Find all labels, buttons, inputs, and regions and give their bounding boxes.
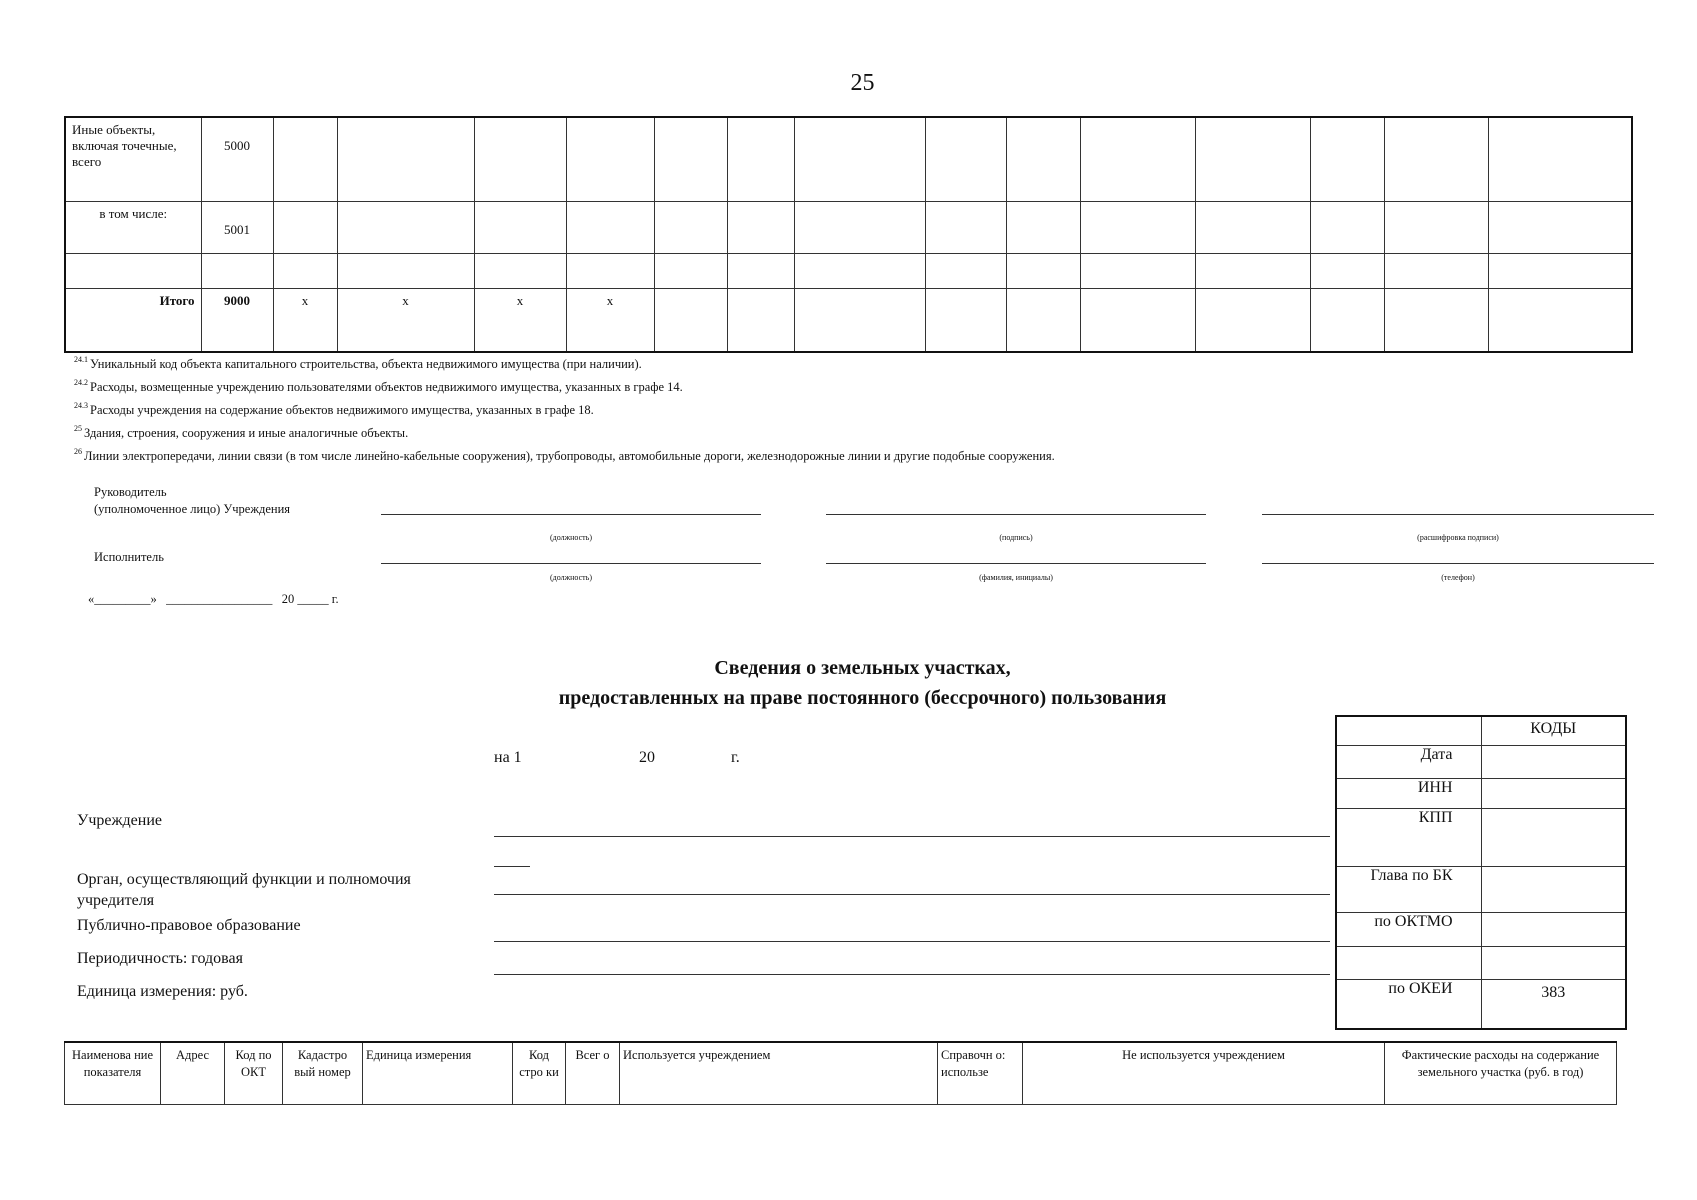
row-mark: x [273, 288, 337, 352]
date-g: г. [731, 749, 740, 766]
row-code: 9000 [201, 288, 273, 352]
code-label-empty [1336, 946, 1481, 979]
header-indicator-name: Наименова ние показателя [65, 1042, 161, 1104]
field-institution-label: Учреждение [77, 812, 162, 829]
field-periodicity-line [494, 974, 1330, 975]
row-code: 5001 [201, 201, 273, 253]
row-label: Итого [65, 288, 201, 352]
header-not-used: Не используется учреждением [1023, 1042, 1385, 1104]
short-line [494, 866, 530, 867]
footnote: $^{26}$ Линии электропередачи, линии связи (в том числе линейно-кабельные сооружения), трубопроводы, автомобильные дороги, железнодорожные линии и другие подобные сооружения. [74, 447, 1055, 463]
code-label-oktmo: по ОКТМО [1336, 912, 1481, 946]
header-total: Всег о [566, 1042, 620, 1104]
field-organ-label: Орган, осуществляющий функции и полномочия учредителя [77, 871, 411, 909]
code-label-kpp: КПП [1336, 808, 1481, 866]
caption-signature: (подпись) [999, 533, 1033, 542]
row-label: Иные объекты, включая точечные, всего [65, 117, 201, 201]
signature-line [826, 514, 1206, 515]
table-row [65, 117, 1632, 201]
code-value-inn [1481, 778, 1626, 808]
row-mark: x [337, 288, 474, 352]
row-mark: x [474, 288, 566, 352]
code-label-okei: по ОКЕИ [1336, 979, 1481, 1029]
signature-line [1262, 514, 1654, 515]
field-institution-line [494, 836, 1330, 837]
codes-table [1335, 715, 1627, 1030]
table-row [65, 288, 1632, 352]
field-public-entity-line [494, 941, 1330, 942]
header-actual-costs: Фактические расходы на содержание земельного участка (руб. в год) [1385, 1042, 1617, 1104]
field-unit: Единица измерения: руб. [77, 983, 248, 1000]
caption-name: (фамилия, инициалы) [979, 573, 1053, 582]
row-label [65, 253, 201, 288]
row-code: 5000 [201, 117, 273, 201]
caption-phone: (телефон) [1441, 573, 1475, 582]
section-title-2: предоставленных на праве постоянного (бессрочного) пользования [558, 687, 1167, 709]
date-year: 20 [639, 749, 655, 766]
code-value-okei: 383 [1481, 979, 1626, 1029]
header-used: Используется учреждением [620, 1042, 938, 1104]
field-periodicity: Периодичность: годовая [77, 950, 243, 967]
code-label-inn: ИНН [1336, 778, 1481, 808]
header-reference: Справочн о: использе [938, 1042, 1023, 1104]
code-value-date [1481, 745, 1626, 778]
objects-table [64, 116, 1633, 353]
footnote: $^{24.2}$ Расходы, возмещенные учреждению пользователями объектов недвижимого имущества, указанных в графе 14. [74, 378, 683, 394]
code-label-bk: Глава по БК [1336, 866, 1481, 912]
executor-line [1262, 563, 1654, 564]
table-row [65, 201, 1632, 253]
section-title: Сведения о земельных участках, [714, 657, 1011, 679]
code-value-oktmo [1481, 912, 1626, 946]
header-row-code: Код стро ки [513, 1042, 566, 1104]
footnote: $^{25}$ Здания, строения, сооружения и иные аналогичные объекты. [74, 424, 409, 440]
table-row [65, 253, 1632, 288]
page-number: 25 [850, 70, 875, 96]
executor-label: Исполнитель [94, 550, 164, 564]
row-label: в том числе: [65, 201, 201, 253]
field-public-entity-label: Публично-правовое образование [77, 917, 301, 934]
code-label-date: Дата [1336, 745, 1481, 778]
signature-line [381, 514, 761, 515]
code-value-empty [1481, 946, 1626, 979]
head-label: Руководитель [94, 485, 167, 499]
caption-decoding: (расшифровка подписи) [1417, 533, 1499, 542]
date-line: «_________» _________________ 20 _____ г. [88, 592, 339, 606]
caption-position: (должность) [550, 573, 592, 582]
date-na: на 1 [494, 749, 522, 766]
footnote: $^{24.1}$ Уникальный код объекта капитального строительства, объекта недвижимого имущества (при наличии). [74, 355, 642, 371]
row-code [201, 253, 273, 288]
header-okt-code: Код по ОКТ [225, 1042, 283, 1104]
code-value-kpp [1481, 808, 1626, 866]
executor-line [381, 563, 761, 564]
header-address: Адрес [161, 1042, 225, 1104]
footnote: $^{24.3}$ Расходы учреждения на содержание объектов недвижимого имущества, указанных в графе 18. [74, 401, 594, 417]
head-label-sub: (уполномоченное лицо) Учреждения [94, 502, 291, 516]
header-cadastral: Кадастро вый номер [283, 1042, 363, 1104]
field-organ-line [494, 894, 1330, 895]
codes-header: КОДЫ [1481, 716, 1626, 745]
land-table-header [64, 1041, 1617, 1105]
executor-line [826, 563, 1206, 564]
row-mark: x [566, 288, 654, 352]
caption-position: (должность) [550, 533, 592, 542]
header-unit: Единица измерения [363, 1042, 513, 1104]
code-value-bk [1481, 866, 1626, 912]
